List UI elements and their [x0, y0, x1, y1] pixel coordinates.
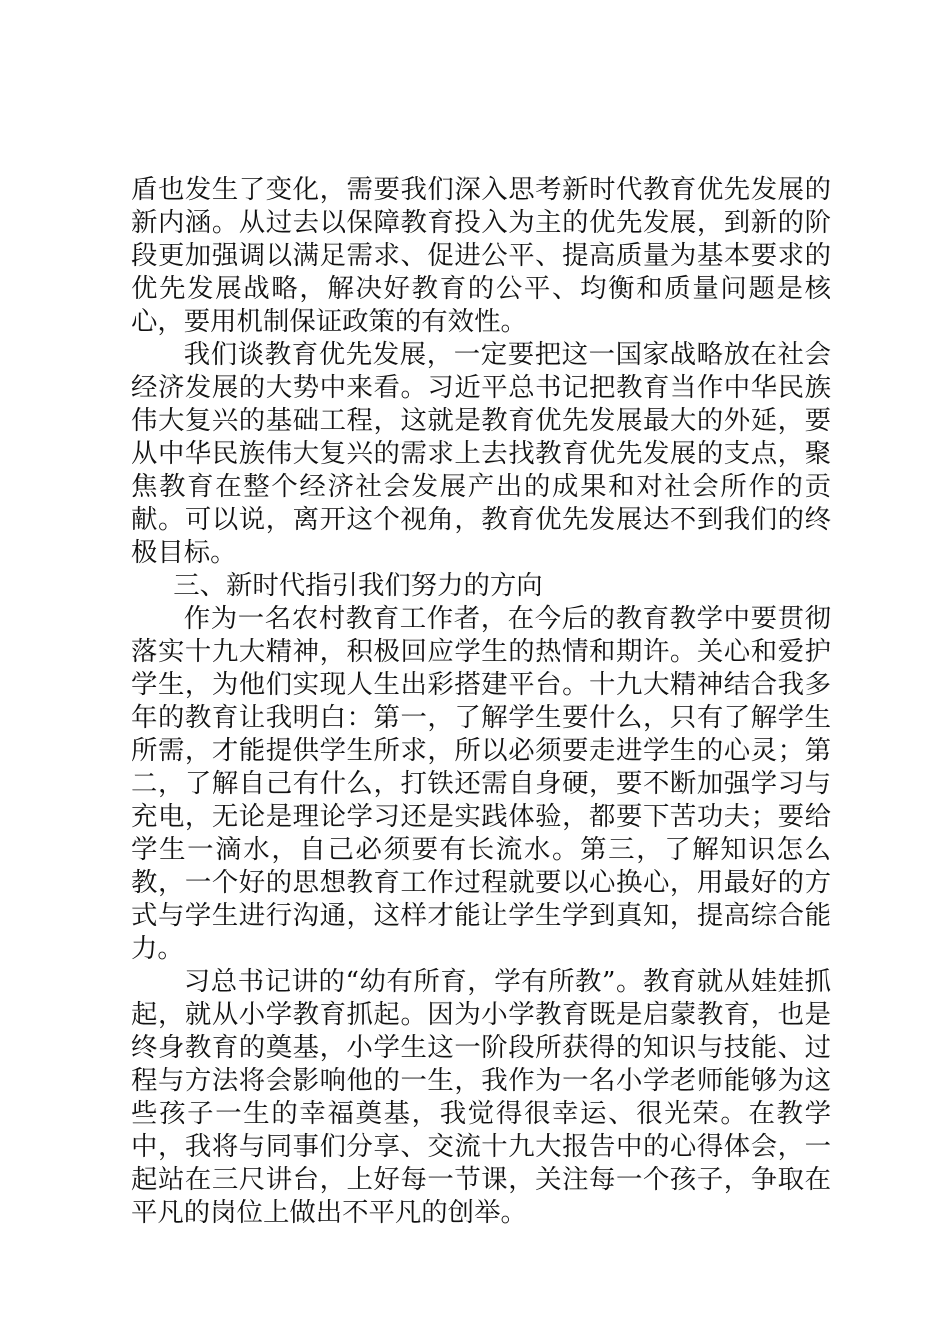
- document-body: [131, 173, 831, 1229]
- section-heading: 三、新时代指引我们努力的方向: [173, 570, 543, 601]
- paragraph-education-priority: 我们谈教育优先发展，一定要把这一国家战略放在社会经济发展的大势中来看。习近平总书记把教育当作中华民族伟大复兴的基础工程，这就是教育优先发展最大的外延，要从中华民族伟大复兴的需求上去找教育优先发展的支点，聚焦教育在整个经济社会发展产出的成果和对社会所作的贡献。可以说，离开这个视角，教育优先发展达不到我们的终极目标。: [131, 339, 831, 568]
- paragraph-rural-educator: 作为一名农村教育工作者，在今后的教育教学中要贯彻落实十九大精神，积极回应学生的热情和期许。关心和爱护学生，为他们实现人生出彩搭建平台。十九大精神结合我多年的教育让我明白：第一，了解学生要什么，只有了解学生所需，才能提供学生所求，所以必须要走进学生的心灵；第二，了解自己有什么，打铁还需自身硬，要不断加强学习与充电，无论是理论学习还是实践体验，都要下苦功夫；要给学生一滴水，自己必须要有长流水。第三，了解知识怎么教，一个好的思想教育工作过程就要以心换心，用最好的方式与学生进行沟通，这样才能让学生学到真知，提高综合能力。: [131, 603, 831, 964]
- paragraph-primary-education: 习总书记讲的“幼有所育，学有所教”。教育就从娃娃抓起，就从小学教育抓起。因为小学教育既是启蒙教育，也是终身教育的奠基，小学生这一阶段所获得的知识与技能、过程与方法将会影响他的一生，我作为一名小学老师能够为这些孩子一生的幸福奠基，我觉得很幸运、很光荣。在教学中，我将与同事们分享、交流十九大报告中的心得体会，一起站在三尺讲台，上好每一节课，关注每一个孩子，争取在平凡的岗位上做出不平凡的创举。: [131, 966, 831, 1228]
- paragraph-continuation: 盾也发生了变化，需要我们深入思考新时代教育优先发展的新内涵。从过去以保障教育投入为主的优先发展，到新的阶段更加强调以满足需求、促进公平、提高质量为基本要求的优先发展战略，解决好教育的公平、均衡和质量问题是核心，要用机制保证政策的有效性。: [131, 174, 831, 337]
